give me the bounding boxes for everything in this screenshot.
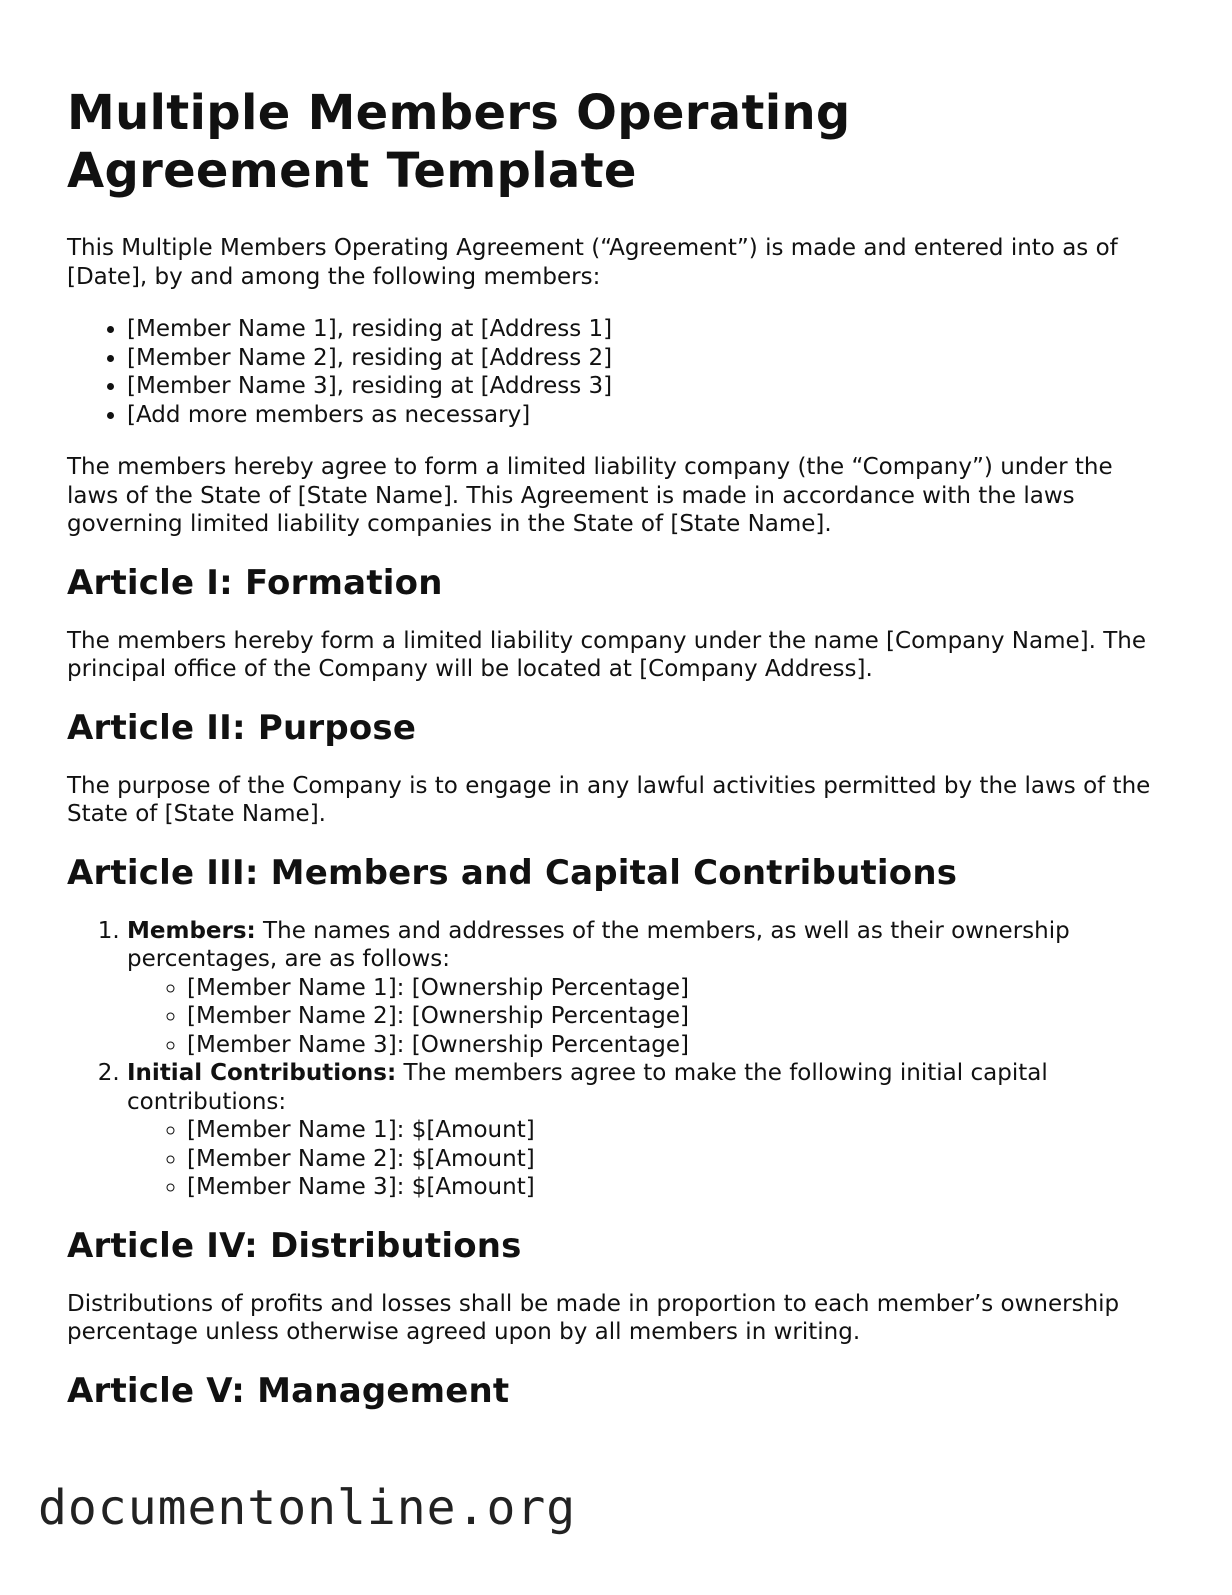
article-1-heading: Article I: Formation	[67, 562, 443, 603]
document-page	[67, 84, 1167, 1435]
list-item: • [Add more members as necessary]	[127, 401, 1167, 430]
article-3-heading: Article III: Members and Capital Contributions	[67, 852, 958, 893]
article-2-heading: Article II: Purpose	[67, 707, 417, 748]
list-item: • [Member Name 3], residing at [Address 3]	[127, 372, 1167, 401]
list-item: ◦ [Member Name 2]: [Ownership Percentage]	[187, 1002, 1167, 1031]
article-4-text: Distributions of profits and losses shall be made in proportion to each member’s ownership percentage unless otherwise agreed upon by all members in writing.	[67, 1290, 1120, 1345]
members-list	[67, 315, 1167, 429]
ownership-sublist	[127, 974, 1167, 1060]
watermark-logo: documentonline.org	[38, 1480, 577, 1536]
list-item: • [Member Name 2], residing at [Address 2]	[127, 344, 1167, 373]
article-4-heading: Article IV: Distributions	[67, 1225, 522, 1266]
list-item	[127, 1059, 1167, 1202]
contributions-sublist	[127, 1116, 1167, 1202]
list-item	[127, 917, 1167, 1060]
formation-intro-paragraph: The members hereby agree to form a limited liability company (the “Company”) under the laws of the State of [State Name]. This Agreement is made in accordance with the laws governing limited liability companies in the State of [State Name].	[67, 454, 1113, 537]
document-title: Multiple Members Operating Agreement Template	[67, 85, 851, 199]
item-label: Members:	[127, 917, 256, 944]
article-3-list	[67, 917, 1167, 1202]
item-text: The names and addresses of the members, as well as their ownership percentages, are as follows:	[127, 917, 1070, 972]
list-item: ◦ [Member Name 3]: [Ownership Percentage]	[187, 1031, 1167, 1060]
item-label: Initial Contributions:	[127, 1060, 397, 1086]
article-1-text: The members hereby form a limited liability company under the name [Company Name]. The principal office of the Company will be located at [Company Address].	[67, 627, 1146, 682]
list-item: ◦ [Member Name 3]: $[Amount]	[187, 1173, 1167, 1202]
item-text: The members agree to make the following initial capital contributions:	[127, 1060, 1048, 1115]
article-5-heading: Article V: Management	[67, 1370, 510, 1411]
list-item: ◦ [Member Name 2]: $[Amount]	[187, 1145, 1167, 1174]
article-2-text: The purpose of the Company is to engage in any lawful activities permitted by the laws of the State of [State Name].	[67, 772, 1151, 827]
list-item: ◦ [Member Name 1]: [Ownership Percentage]	[187, 974, 1167, 1003]
list-item: ◦ [Member Name 1]: $[Amount]	[187, 1116, 1167, 1145]
list-item: • [Member Name 1], residing at [Address 1]	[127, 315, 1167, 344]
intro-paragraph: This Multiple Members Operating Agreement (“Agreement”) is made and entered into as of [Date], by and among the following members:	[67, 235, 1118, 290]
